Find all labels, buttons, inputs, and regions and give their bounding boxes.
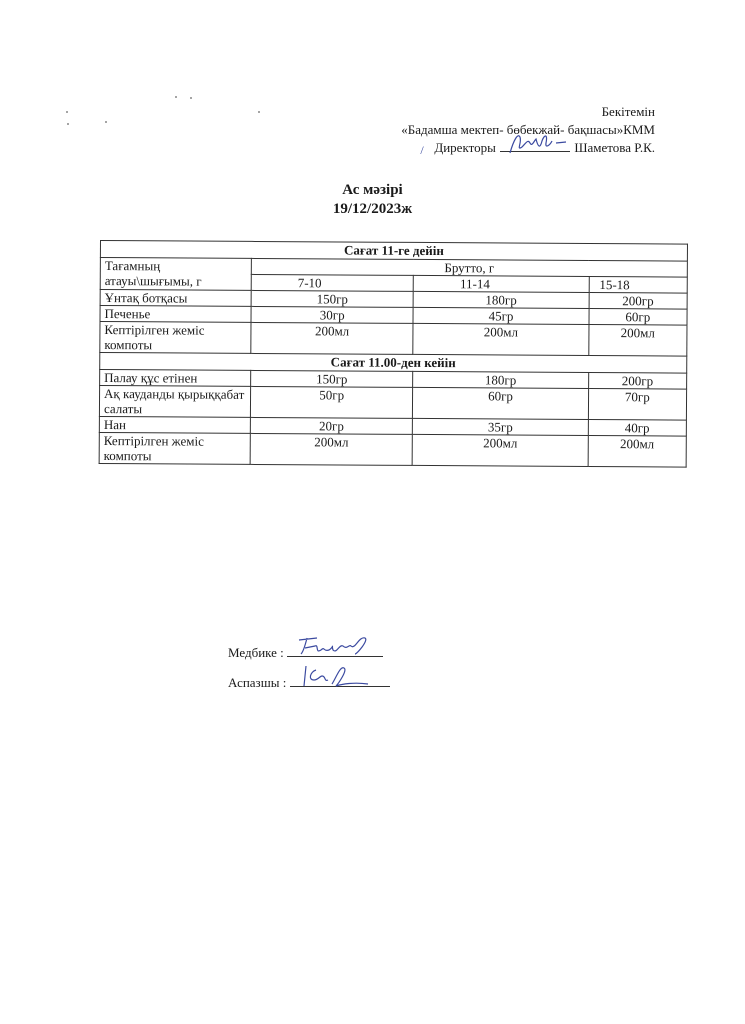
- portion-value: 150гр: [251, 370, 413, 387]
- document-date: 19/12/2023ж: [332, 201, 413, 217]
- portion-value: 180гр: [413, 371, 588, 388]
- portion-value: 200мл: [413, 323, 589, 355]
- scan-speck: [105, 121, 107, 123]
- director-signature: [500, 139, 570, 152]
- dish-name: Ұнтақ ботқасы: [100, 290, 251, 307]
- scan-speck: [67, 123, 69, 125]
- dish-name: Кептірілген жеміс компоты: [99, 432, 250, 464]
- portion-value: 60гр: [589, 308, 687, 325]
- signature-mark-icon: /: [420, 143, 424, 157]
- dish-name: Нан: [99, 416, 250, 433]
- cook-label: Аспазшы :: [228, 675, 287, 690]
- portion-value: 150гр: [251, 290, 413, 307]
- scan-speck: [66, 111, 68, 113]
- portion-value: 60гр: [413, 387, 589, 419]
- age-group-header: 15-18: [589, 276, 687, 293]
- cook-signature: [290, 672, 390, 687]
- table-row: [99, 432, 686, 467]
- menu-table: [99, 240, 688, 468]
- document-title: Ас мәзірі: [342, 182, 403, 198]
- approval-block: [335, 103, 655, 157]
- organization-name: «Бадамша мектеп- бөбекжай- бақшасы»КММ: [401, 122, 655, 137]
- approval-heading: Бекітемін: [601, 104, 655, 119]
- portion-value: 40гр: [588, 419, 686, 436]
- age-group-header: 11-14: [413, 275, 588, 292]
- portion-value: 30гр: [251, 306, 413, 323]
- portion-value: 45гр: [413, 307, 588, 324]
- dish-name: Палау құс етінен: [100, 370, 251, 387]
- portion-value: 200мл: [588, 324, 687, 356]
- brutto-header: Брутто, г: [251, 258, 687, 277]
- scan-speck: [175, 96, 177, 98]
- director-line: [420, 139, 655, 157]
- section-after-11: Сағат 11.00-ден кейін: [100, 353, 687, 374]
- portion-value: 200мл: [250, 433, 412, 465]
- dish-name: Кептірілген жеміс компоты: [100, 322, 251, 354]
- section-before-11: Сағат 11-ге дейін: [100, 241, 687, 262]
- director-name: Шаметова Р.К.: [574, 140, 655, 155]
- portion-value: 70гр: [588, 388, 687, 420]
- table-row: [99, 386, 686, 421]
- portion-value: 180гр: [413, 291, 588, 308]
- portion-value: 35гр: [413, 418, 588, 435]
- signoff-block: [228, 638, 390, 698]
- portion-value: 50гр: [250, 386, 412, 418]
- director-label: Директоры: [434, 140, 496, 155]
- nurse-label: Медбике :: [228, 645, 284, 660]
- portion-value: 200мл: [251, 322, 413, 354]
- cook-signoff: [228, 668, 390, 698]
- nurse-signature: [287, 642, 383, 657]
- age-group-header: 7-10: [251, 274, 413, 291]
- portion-value: 200гр: [588, 372, 686, 389]
- name-column-header: Тағамның атауы\шығымы, г: [100, 258, 251, 291]
- dish-name: Ақ кауданды қырыққабат салаты: [99, 386, 250, 418]
- table-row: [100, 322, 687, 357]
- portion-value: 200мл: [588, 435, 687, 467]
- scan-speck: [258, 111, 260, 113]
- director-signature-icon: [500, 129, 580, 159]
- document-header: [0, 181, 745, 219]
- nurse-signature-icon: [295, 632, 385, 660]
- portion-value: 20гр: [250, 417, 412, 434]
- portion-value: 200мл: [412, 434, 588, 466]
- cook-signature-icon: [298, 662, 388, 692]
- scan-speck: [190, 97, 192, 99]
- header-row: [100, 258, 687, 278]
- dish-name: Печенье: [100, 306, 251, 323]
- portion-value: 200гр: [589, 292, 687, 309]
